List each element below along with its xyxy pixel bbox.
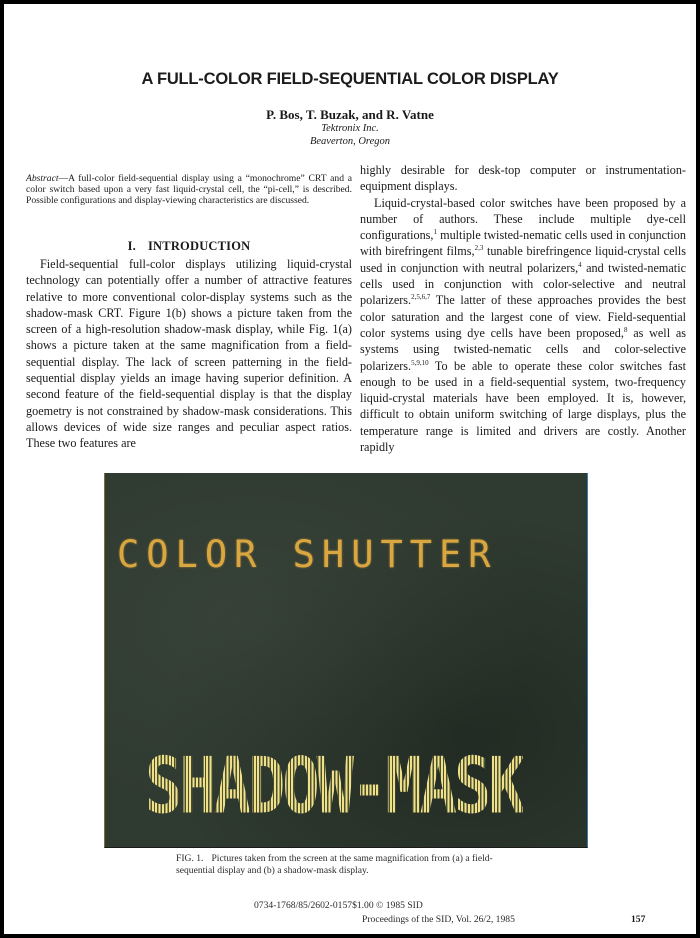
figure-1-photo [104, 473, 588, 848]
abstract [26, 173, 352, 206]
abstract-lead: Abstract [26, 173, 59, 184]
section-number: I. [127, 239, 136, 253]
citation: 4 [578, 260, 582, 269]
body-paragraph: Field-sequential full-color displays utilizing liquid-crystal technology can potentially offer a number of attractive features relative to more conventional color-display systems such as the shadow-mask CRT. Figure 1(b) shows a picture taken from the screen of a high-resolution shadow-mask display, while Fig. 1(a) shows a picture taken at the same magnification from a field-sequential display. The lack of screen patterning in the field-sequential display yields an image having superior definition. A second feature of the field-sequential display is that the display goemetry is not constrained by shadow-mask considerations. This allows devices of wide size ranges and peculiar aspect ratios. These two features are [26, 257, 352, 451]
text-run: The latter of these approaches provides the best color saturation and the largest cone of view. Field-sequential color systems using dye cells have been proposed, [360, 293, 686, 340]
left-column [26, 256, 352, 452]
body-paragraph [360, 195, 686, 456]
text-run: Liquid-crystal-based color switches have been proposed by a number of authors. These include multiple dye-cell configurations, [360, 195, 686, 243]
citation: 5,9,10 [411, 358, 429, 367]
location: Beaverton, Oregon [309, 135, 391, 147]
text-run: and twisted-nematic cells used in conjunction with color-selective and neutral polarizers. [360, 260, 686, 308]
page-number: 157 [631, 914, 646, 925]
section-heading [26, 239, 352, 254]
figure-panel-a-text: COLOR SHUTTER [117, 533, 498, 576]
paper-page [4, 4, 696, 934]
text-run: To be able to operate these color switches fast enough to be used in a field-sequential system, two-frequency liquid-crystal materials have been employed. It is, however, difficult to obtain uniform switching of large displays, plus the temperature range is limited and drivers are costly. Another rapidly [360, 358, 686, 455]
figure-panel-b-text: SHADOW-MASK [145, 740, 523, 832]
text-run: as well as systems using twisted-nematic cells and color-selective polarizers. [360, 325, 686, 373]
section-title: INTRODUCTION [147, 239, 251, 253]
paper-title: A FULL-COLOR FIELD-SEQUENTIAL COLOR DISPLAY [141, 70, 559, 88]
copyright-line: 0734-1768/85/2602-0157$1.00 © 1985 SID [254, 900, 423, 911]
author-list: P. Bos, T. Buzak, and R. Vatne [266, 107, 434, 122]
abstract-text: —A full-color field-sequential display using a “monochrome” CRT and a color switch based upon a very fast liquid-crystal cell, the “pi-cell,” is described. Possible configurations and display-viewing characteristics are discussed. [26, 173, 352, 206]
citation: 1 [433, 228, 437, 237]
citation: 2,5,6,7 [411, 293, 431, 302]
text-run: tunable birefringence liquid-crystal cells used in conjunction with neutral polarizers, [360, 244, 686, 275]
affiliation-block [4, 123, 696, 148]
citation: 8 [623, 325, 628, 334]
figure-caption [176, 853, 516, 877]
text-run: multiple twisted-nematic cells used in conjunction with birefringent films, [360, 228, 686, 259]
body-paragraph: highly desirable for desk-top computer or instrumentation-equipment displays. [360, 163, 686, 194]
figure-label: FIG. 1. [176, 853, 204, 864]
journal-line: Proceedings of the SID, Vol. 26/2, 1985 [362, 914, 515, 925]
right-column [360, 162, 686, 455]
affiliation: Tektronix Inc. [321, 123, 379, 134]
citation: 2,3 [474, 244, 484, 253]
figure-caption-text: Pictures taken from the screen at the same magnification from (a) a field-sequential display and (b) a shadow-mask display. [176, 853, 493, 876]
